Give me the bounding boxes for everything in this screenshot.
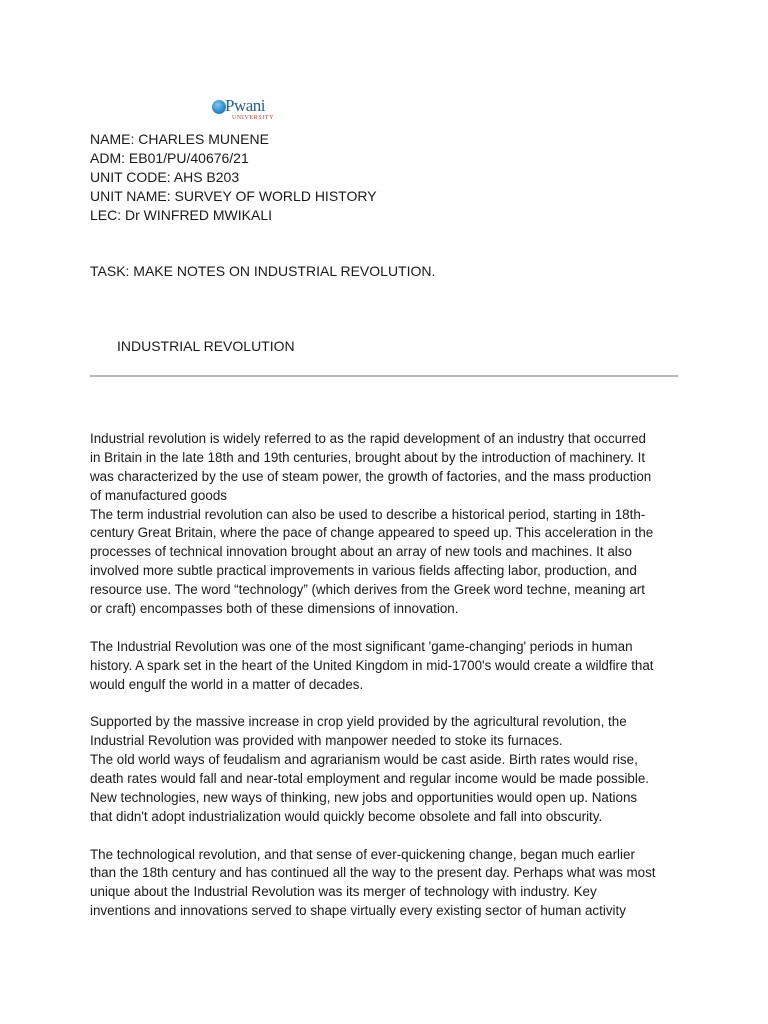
university-logo (212, 98, 272, 124)
body-line: Industrial Revolution was provided with manpower needed to stoke its furnaces. (90, 733, 563, 749)
body-line: The old world ways of feudalism and agrarianism would be cast aside. Birth rates would rise, (90, 752, 638, 768)
body-line: The Industrial Revolution was one of the most significant 'game-changing' periods in human (90, 638, 633, 654)
paragraph-gap (90, 827, 678, 846)
body-text (90, 430, 678, 921)
body-line: New technologies, new ways of thinking, new jobs and opportunities would open up. Nations (90, 789, 638, 805)
body-line: unique about the Industrial Revolution was its merger of technology with industry. Key (90, 884, 597, 900)
task-statement: TASK: MAKE NOTES ON INDUSTRIAL REVOLUTION. (90, 263, 436, 279)
body-line: would engulf the world in a matter of decades. (90, 676, 364, 692)
unit-name: UNIT NAME: SURVEY OF WORLD HISTORY (90, 188, 377, 204)
body-line: than the 18th century and has continued all the way to the present day. Perhaps what was most (90, 865, 656, 881)
logo-subtitle: UNIVERSITY (232, 115, 274, 121)
body-line: resource use. The word “technology” (which derives from the Greek word techne, meaning art (90, 582, 645, 598)
body-line: history. A spark set in the heart of the United Kingdom in mid-1700's would create a wildfire that (90, 657, 654, 673)
body-line: or craft) encompasses both of these dimensions of innovation. (90, 601, 459, 617)
horizontal-rule (90, 375, 678, 377)
body-line: century Great Britain, where the pace of change appeared to speed up. This acceleration in the (90, 525, 654, 541)
body-line: that didn't adopt industrialization would quickly become obsolete and fall into obscurity. (90, 808, 603, 824)
body-line: processes of technical innovation brought about an array of new tools and machines. It also (90, 544, 632, 560)
admission-number: ADM: EB01/PU/40676/21 (90, 150, 249, 166)
unit-code: UNIT CODE: AHS B203 (90, 169, 240, 185)
logo-wordmark: Pwani (225, 96, 265, 115)
body-line: involved more subtle practical improvements in various fields affecting labor, production, and (90, 563, 637, 579)
body-line: in Britain in the late 18th and 19th centuries, brought about by the introduction of machinery. It (90, 449, 646, 465)
body-line: was characterized by the use of steam power, the growth of factories, and the mass production (90, 468, 652, 484)
body-line: Industrial revolution is widely referred to as the rapid development of an industry that occurred (90, 431, 647, 446)
body-line: death rates would fall and near-total employment and regular income would be made possible. (90, 771, 650, 787)
paragraph-gap (90, 619, 678, 638)
body-line: Supported by the massive increase in crop yield provided by the agricultural revolution, the (90, 714, 627, 730)
body-line: The technological revolution, and that sense of ever-quickening change, began much earlier (90, 846, 635, 862)
globe-icon (212, 100, 226, 114)
lecturer: LEC: Dr WINFRED MWIKALI (90, 207, 273, 223)
document-heading: INDUSTRIAL REVOLUTION (117, 338, 295, 354)
body-line: inventions and innovations served to shape virtually every existing sector of human activity (90, 903, 626, 919)
body-line: of manufactured goods (90, 487, 227, 503)
student-details (90, 130, 377, 225)
student-name: NAME: CHARLES MUNENE (90, 131, 269, 147)
paragraph-gap (90, 694, 678, 713)
body-line: The term industrial revolution can also be used to describe a historical period, starting in 18th- (90, 506, 646, 522)
